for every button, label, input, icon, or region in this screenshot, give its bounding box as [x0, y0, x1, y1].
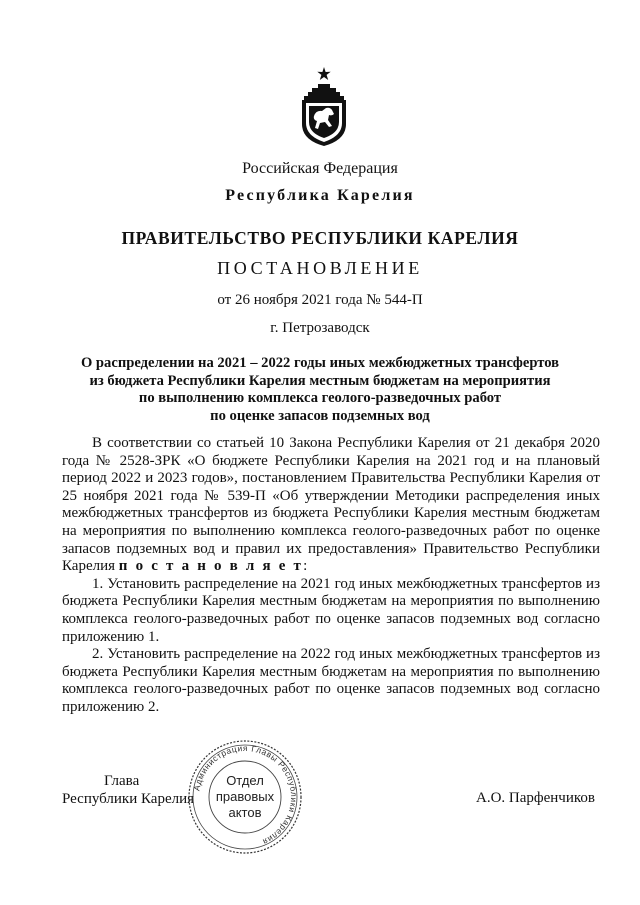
- government-name: ПРАВИТЕЛЬСТВО РЕСПУБЛИКИ КАРЕЛИЯ: [121, 228, 519, 248]
- official-stamp: [186, 738, 304, 856]
- title-line: по выполнению комплекса геолого-разведочных работ: [138, 390, 502, 406]
- document-title: [60, 355, 580, 425]
- karelia-coat-of-arms-icon: [298, 66, 350, 148]
- item-2-paragraph: 2. Установить распределение на 2022 год иных межбюджетных трансфертов из бюджета Республики Карелия местным бюджетам на мероприятия по выполнению комплекса геолого-разведочных работ по оценке запасов подземных вод согласно приложению 2.: [62, 646, 600, 715]
- document-body: [62, 435, 600, 717]
- position-line-1: Глава: [104, 773, 140, 789]
- decides-word: п о с т а н о в л я е т: [118, 558, 304, 575]
- date-line: от 26 ноября 2021 года № 544-П: [217, 292, 423, 308]
- country-name: Российская Федерация: [242, 160, 398, 177]
- stamp-ring-text: Администрация Главы Республики Карелия: [191, 742, 300, 848]
- signatory-position: [62, 772, 194, 808]
- signatory-name: А.О. Парфенчиков: [476, 790, 595, 806]
- item-1-paragraph: 1. Установить распределение на 2021 год иных межбюджетных трансфертов из бюджета Республики Карелия местным бюджетам на мероприятия по выполнению комплекса геолого-разведочных работ по оценке запасов подземных вод согласно приложению 1.: [62, 575, 600, 645]
- republic-name: Республика Карелия: [225, 187, 415, 204]
- position-line-2: Республики Карелия: [62, 791, 195, 807]
- city-name: г. Петрозаводск: [270, 320, 370, 336]
- stamp-line-1: Отдел: [226, 773, 264, 788]
- stamp-line-2: правовых: [215, 789, 275, 804]
- title-line: по оценке запасов подземных вод: [210, 407, 430, 424]
- preamble-paragraph: [62, 435, 600, 576]
- title-line: О распределении на 2021 – 2022 годы иных межбюджетных трансфертов: [80, 355, 560, 371]
- decides-colon: :: [303, 558, 308, 575]
- document-type: ПОСТАНОВЛЕНИЕ: [217, 258, 423, 278]
- title-line: из бюджета Республики Карелия местным бюджетам на мероприятия: [89, 372, 551, 389]
- stamp-line-3: актов: [228, 805, 262, 820]
- preamble-text: В соответствии со статьей 10 Закона Республики Карелия от 21 декабря 2020 года № 2528-ЗРК «О бюджете Республики Карелия на 2021 год и на плановый период 2022 и 2023 годов», постановлением Правительства Республики Карелия от 25 ноября 2021 года № 539-П «Об утверждении Методики распределения иных межбюджетных трансфертов из бюджета Республики Карелия местным бюджетам на мероприятия по выполнению комплекса геолого-разведочных работ по оценке запасов подземных вод и правил их предоставления» Правительство Республики Карелия: [62, 435, 600, 575]
